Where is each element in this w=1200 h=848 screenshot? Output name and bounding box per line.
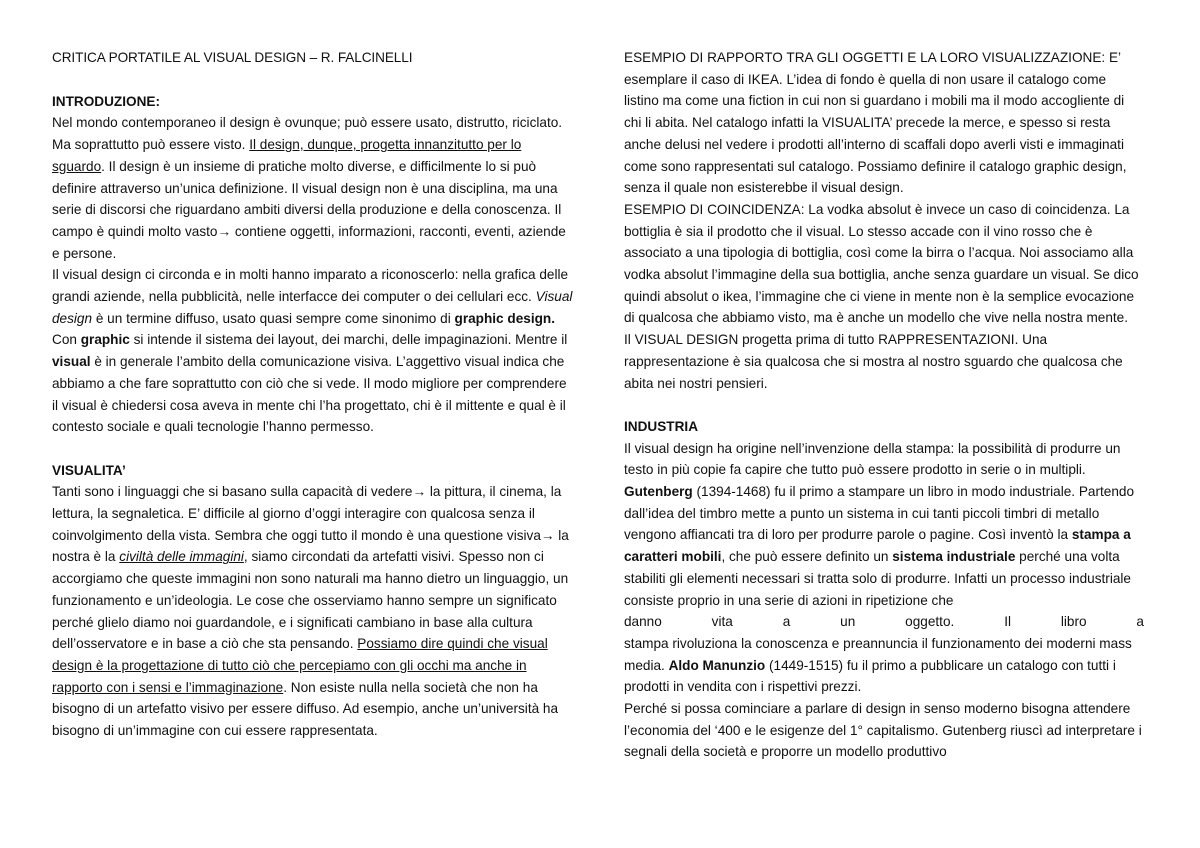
text-run: è un termine diffuso, usato quasi sempre come sinonimo di [92, 310, 455, 326]
text-run: stampa a caratteri mobili [624, 527, 1131, 565]
section-gap [52, 438, 576, 460]
text-run: si intende il sistema dei layout, dei marchi, delle impaginazioni. Mentre il [129, 332, 568, 348]
visual-paragraph-1 [52, 481, 576, 741]
text-run: Aldo Manunzio [668, 657, 766, 673]
text-run: ESEMPIO DI COINCIDENZA: La vodka absolut è invece un caso di coincidenza. La bottiglia è sia il prodotto che il visual. Lo stesso accade con il vino rosso che è associato a una tipologia di bottiglia, così come la birra o l’acqua. Noi associamo alla vodka absolut l’immagine della sua bottiglia, anche senza guardare un visual. Se dico quindi absolut o ikea, l’immagine che ci viene in mente non è la semplice evocazione di qualcosa che abbiamo visto, ma è anche un modello che vive nella nostra mente. [624, 201, 1139, 326]
text-run: → [412, 484, 427, 500]
document-title: CRITICA PORTATILE AL VISUAL DESIGN – R. FALCINELLI [52, 50, 413, 65]
text-run: Nel mondo contemporaneo il design è ovunque; può essere usato, distrutto, riciclato. Ma soprattutto può essere visto. [52, 115, 563, 153]
industria-heading: INDUSTRIA [624, 418, 699, 434]
visual-heading: VISUALITA’ [52, 462, 126, 478]
text-run: perché una volta stabiliti gli elementi necessari si tratta solo di produrre. Infatti un processo industriale consiste proprio in una serie di azioni in ripetizione che [624, 549, 1131, 608]
text-run: civiltà delle immagini [119, 549, 244, 565]
text-run: . Il design è un insieme di pratiche molto diverse, e difficilmente lo si può definire attraverso un’unica definizione. Il visual design non è una disciplina, ma una serie di discorsi che riguardano ambiti diversi della produzione e della conoscenza. Il campo è quindi molto vasto [52, 158, 562, 239]
industria-paragraph-1b [624, 633, 1144, 698]
left-column [52, 47, 576, 742]
text-run: → [217, 223, 232, 239]
text-run: Il VISUAL DESIGN progetta prima di tutto RAPPRESENTAZIONI. Una rappresentazione è sia qualcosa che si mostra al nostro sguardo che qualcosa che abita nei nostri pensieri. [624, 332, 1123, 391]
text-run: stampa rivoluziona la conoscenza e preannuncia il funzionamento dei moderni mass media. [624, 635, 1132, 673]
text-run: Il visual design ha origine nell’invenzione della stampa: la possibilità di produrre un testo in più copie fa capire che tutto può essere prodotto in serie o in multipli. [624, 440, 1121, 478]
text-run: è in generale l’ambito della comunicazione visiva. L’aggettivo visual indica che abbiamo a che fare soprattutto con ciò che si vede. Il modo migliore per comprendere il visual è chiedersi cosa aveva in mente chi l’ha progettato, chi è il mittente e qual è il contesto sociale e quali tecnologie l’hanno permesso. [52, 354, 567, 435]
intro-paragraph-2 [52, 264, 576, 438]
industria-paragraph-1a [624, 438, 1144, 612]
text-run: → [540, 527, 555, 543]
text-run: Con [52, 332, 81, 348]
ikea-example-paragraph [624, 47, 1144, 199]
text-run: , che può essere definito un [721, 549, 893, 565]
text-run: Visual design [52, 289, 573, 326]
text-run: Il design, dunque, progetta innanzitutto per lo sguardo [52, 137, 522, 174]
text-run: , siamo circondati da artefatti visivi. Spesso non ci accorgiamo che queste immagini non sono naturali ma hanno dietro un linguaggio, un funzionamento e un’ideologia. Le cose che osserviamo hanno sempre un significato perché glielo diamo noi guardandole, e i significati cambiano in base alla cultura dell’osservatore e in base a ciò che sta pensando. [52, 549, 569, 652]
text-run: (1449-1515) fu il primo a pubblicare un catalogo con tutti i prodotti in vendita con i rispettivi prezzi. [624, 657, 1116, 695]
right-column [624, 47, 1144, 763]
text-run: . Non esiste nulla nella società che non ha bisogno di un artefatto visivo per essere diffuso. Ad esempio, anche un’università ha bisogno di un’immagine con cui essere rappresentata. [52, 679, 559, 739]
industria-line-left: danno vita a un oggetto. [624, 614, 955, 630]
text-run: Possiamo dire quindi che visual design è la progettazione di tutto ciò che percepiamo con gli occhi ma anche in rapporto con i sensi e l’immaginazione [52, 636, 548, 695]
intro-heading: INTRODUZIONE: [52, 93, 160, 109]
industria-justified-line [624, 611, 1144, 633]
text-run: la pittura, il cinema, la lettura, la segnaletica. E’ difficile al giorno d’oggi interagire con qualcosa senza il coinvolgimento della vista. Sembra che oggi tutto il mondo è una questione visiva [52, 484, 562, 543]
text-run: (1394-1468) fu il primo a stampare un libro in modo industriale. Partendo dall’idea del timbro mette a punto un sistema in cui tanti piccoli timbri di metallo vengono affiancati tra di loro per produrre parole o pagine. Così inventò la [624, 484, 1135, 543]
text-run: Perché si possa cominciare a parlare di design in senso moderno bisogna attendere l’economia del ‘400 e le esigenze del 1° capitalismo. Gutenberg riuscì ad interpretare i segnali della società e proporre un modello produttivo [624, 701, 1142, 760]
text-run: graphic design. [454, 310, 555, 326]
industria-line-right: Il libro a [1004, 614, 1144, 630]
vodka-example-paragraph [624, 199, 1144, 329]
text-run: ESEMPIO DI RAPPORTO TRA GLI OGGETTI E LA LORO VISUALIZZAZIONE: E’ esemplare il caso di IKEA. L’idea di fondo è quella di non usare il catalogo come listino ma come una fiction in cui non si guardano i mobili ma il modo accogliente di chi li abita. Nel catalogo infatti la VISUALITA’ precede la merce, e spesso si resta anche delusi nel vedere i prodotti all’interno di scaffali dopo averli visti e immaginati come sono rappresentati sul catalogo. Possiamo definire il catalogo graphic design, senza il quale non esisterebbe il visual design. [624, 50, 1127, 196]
text-run: Gutenberg [624, 484, 693, 500]
text-run: sistema industriale [892, 549, 1016, 565]
representation-paragraph [624, 329, 1144, 394]
text-run: graphic [80, 332, 130, 348]
text-run: Tanti sono i linguaggi che si basano sulla capacità di vedere [52, 484, 413, 500]
text-run: contiene oggetti, informazioni, racconti, eventi, aziende e persone. [52, 223, 566, 261]
text-run: visual [52, 354, 91, 370]
section-gap [624, 394, 1144, 416]
industria-paragraph-2 [624, 698, 1144, 763]
text-run: Il visual design ci circonda e in molti hanno imparato a riconoscerlo: nella grafica delle grandi aziende, nella pubblicità, nelle interfacce dei computer o dei cellulari ecc. [52, 267, 569, 305]
intro-paragraph-1 [52, 112, 576, 264]
text-run: la nostra è la [52, 527, 569, 565]
